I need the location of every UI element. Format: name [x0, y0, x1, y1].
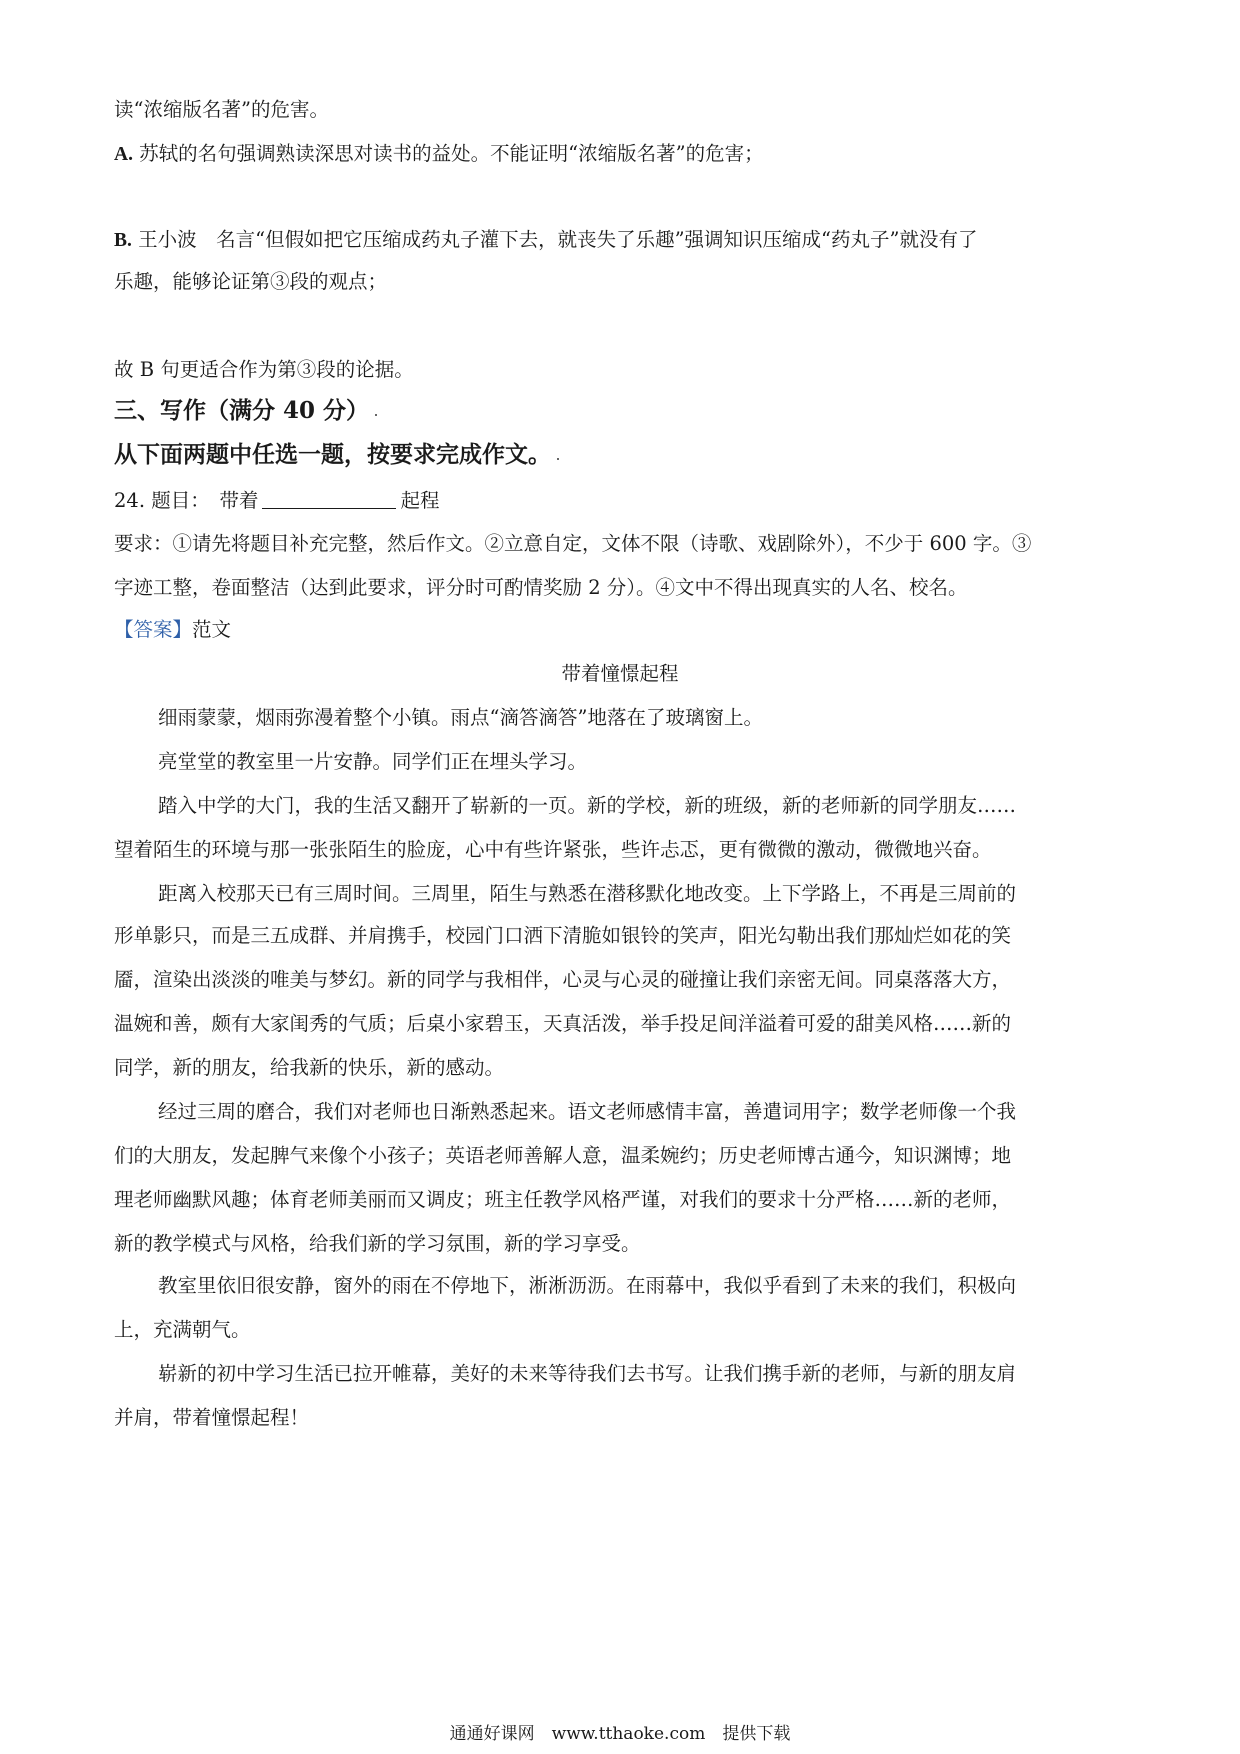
essay-line: 经过三周的磨合，我们对老师也日渐熟悉起来。语文老师感情丰富，善遣词用字；数学老师像一个我 [158, 1100, 1017, 1123]
essay-line: 距离入校那天已有三周时间。三周里，陌生与熟悉在潜移默化地改变。上下学路上，不再是三周前的 [158, 882, 1017, 905]
essay-line: 细雨蒙蒙，烟雨弥漫着整个小镇。雨点“滴答滴答”地落在了玻璃窗上。 [158, 706, 763, 729]
decorative-dot [375, 414, 377, 416]
answer-tag: 【答案】 [114, 618, 193, 641]
section-title-text: 三、写作（满分 40 分） [114, 397, 370, 424]
decorative-dot [557, 458, 559, 460]
essay-line: 踏入中学的大门，我的生活又翻开了崭新的一页。新的学校，新的班级，新的老师新的同学朋友…… [158, 794, 1017, 817]
section-title [114, 396, 1124, 426]
question-24 [114, 486, 1124, 515]
option-b-label: B. [114, 230, 132, 251]
essay-line: 亮堂堂的教室里一片安静。同学们正在埋头学习。 [158, 750, 588, 773]
option-b-line-2: 乐趣，能够论证第③段的观点； [114, 270, 388, 293]
answer-header [114, 616, 1124, 644]
essay-line: 崭新的初中学习生活已拉开帷幕，美好的未来等待我们去书写。让我们携手新的老师，与新的朋友肩 [158, 1362, 1017, 1385]
conclusion: 故 B 句更适合作为第③段的论据。 [114, 358, 414, 381]
essay-line: 形单影只，而是三五成群、并肩携手，校园门口洒下清脆如银铃的笑声，阳光勾勒出我们那灿烂如花的笑 [114, 924, 1012, 947]
requirements-line-2: 字迹工整，卷面整洁（达到此要求，评分时可酌情奖励 2 分）。④文中不得出现真实的人名、校名。 [114, 576, 968, 599]
question-suffix: 起程 [400, 489, 440, 512]
section-instruction [114, 440, 1124, 470]
essay-line: 温婉和善，颇有大家闺秀的气质；后桌小家碧玉，天真活泼，举手投足间洋溢着可爱的甜美风格……新的 [114, 1012, 1012, 1035]
intro-tail: 读“浓缩版名著”的危害。 [114, 98, 329, 121]
option-a [114, 140, 1124, 169]
title-blank [262, 486, 396, 509]
essay-line: 靥，渲染出淡淡的唯美与梦幻。新的同学与我相伴，心灵与心灵的碰撞让我们亲密无间。同桌落落大方， [114, 968, 1012, 991]
option-a-text: 苏轼的名句强调熟读深思对读书的益处。不能证明“浓缩版名著”的危害； [139, 142, 764, 165]
essay-title: 带着憧憬起程 [561, 662, 679, 685]
option-b-line-1 [114, 226, 1124, 255]
essay-line: 上，充满朝气。 [114, 1318, 251, 1341]
essay-line: 望着陌生的环境与那一张张陌生的脸庞，心中有些许紧张，些许忐忑，更有微微的激动，微微地兴奋。 [114, 838, 992, 861]
page-footer: 通通好课网 www.tthaoke.com 提供下载 [449, 1724, 791, 1744]
requirements-line-1: 要求：①请先将题目补充完整，然后作文。②立意自定，文体不限（诗歌、戏剧除外），不少于 600 字。③ [114, 532, 1032, 555]
answer-label: 范文 [192, 618, 232, 641]
essay-line: 们的大朋友，发起脾气来像个小孩子；英语老师善解人意，温柔婉约；历史老师博古通今，知识渊博；地 [114, 1144, 1012, 1167]
option-a-label: A. [114, 144, 133, 165]
essay-line: 教室里依旧很安静，窗外的雨在不停地下，淅淅沥沥。在雨幕中，我似乎看到了未来的我们，积极向 [158, 1274, 1017, 1297]
essay-line: 并肩，带着憧憬起程！ [114, 1406, 310, 1429]
essay-line: 理老师幽默风趣；体育老师美丽而又调皮；班主任教学风格严谨，对我们的要求十分严格……新的老师， [114, 1188, 1012, 1211]
section-instruction-text: 从下面两题中任选一题，按要求完成作文。 [114, 441, 551, 468]
essay-line: 同学，新的朋友，给我新的快乐，新的感动。 [114, 1056, 505, 1079]
option-b-text-1: 王小波 名言“但假如把它压缩成药丸子灌下去，就丧失了乐趣”强调知识压缩成“药丸子”就没有了 [138, 228, 978, 251]
essay-line: 新的教学模式与风格，给我们新的学习氛围，新的学习享受。 [114, 1232, 641, 1255]
question-prefix: 24. 题目： 带着 [114, 489, 259, 512]
